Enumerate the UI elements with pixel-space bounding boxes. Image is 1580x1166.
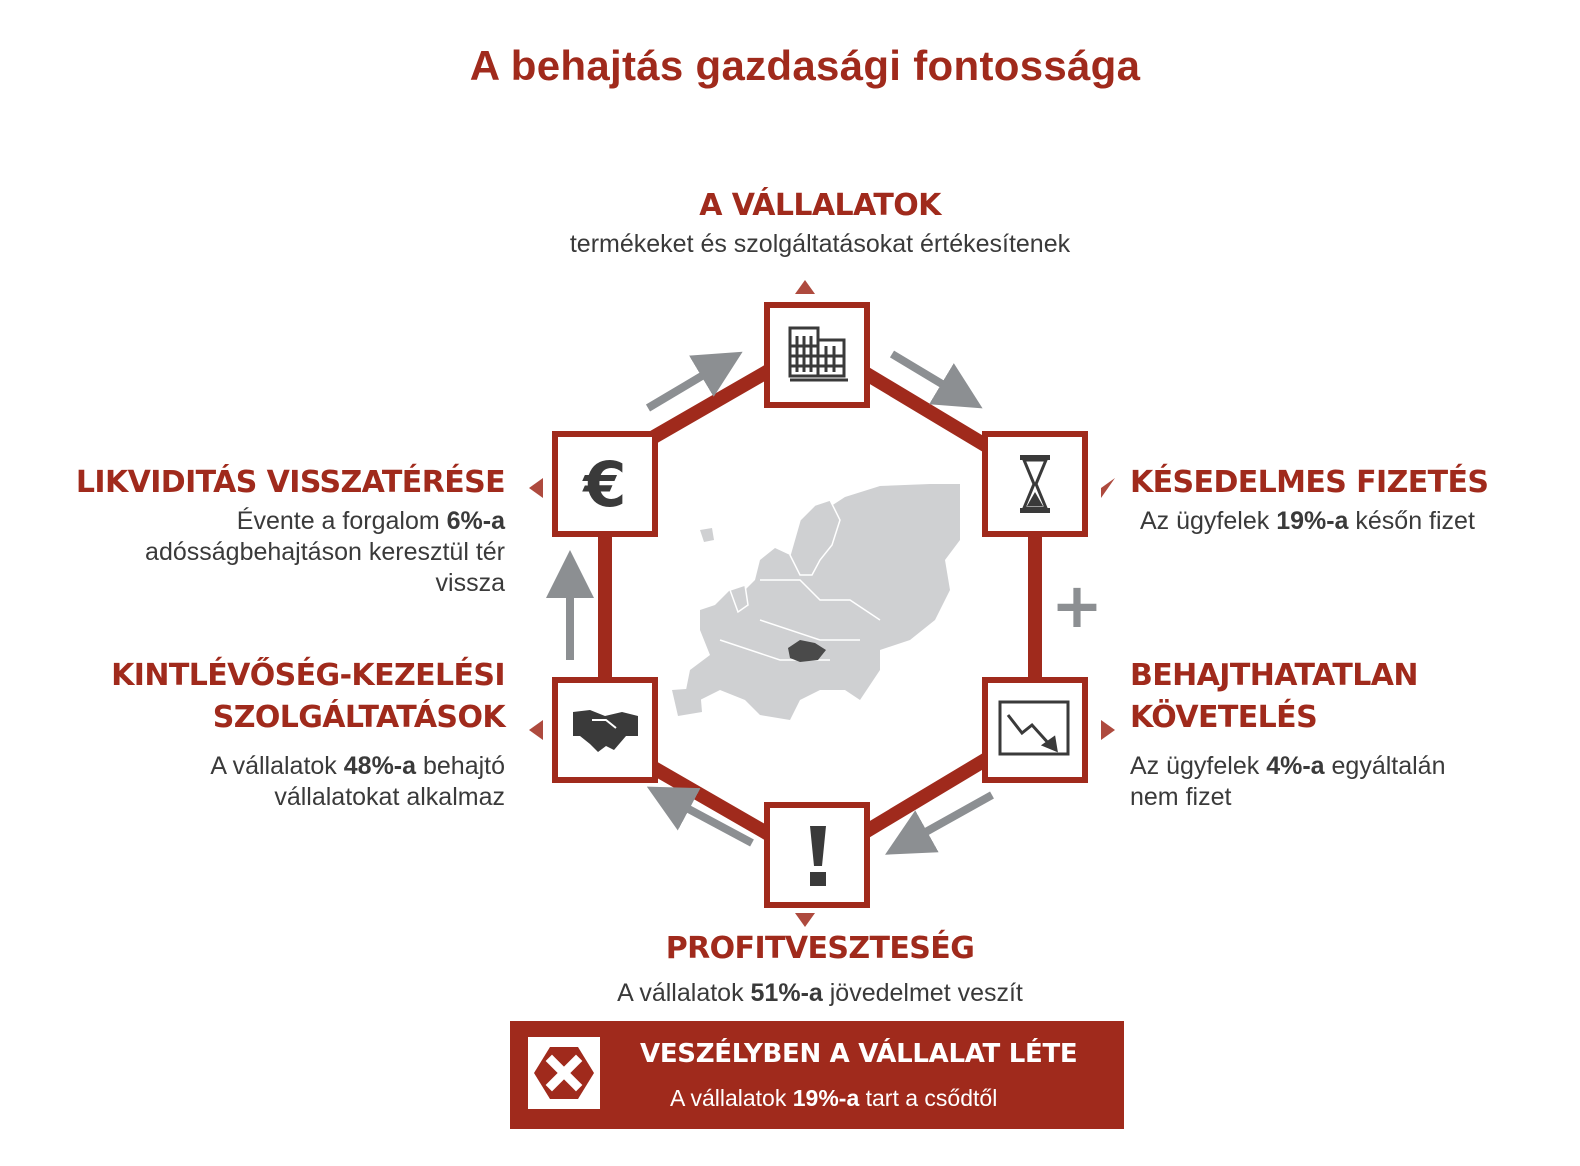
node-bottom-right-label: [1130, 655, 1570, 813]
node-top-left-desc-line2: adósságbehajtáson keresztül tér: [145, 538, 505, 566]
danger-banner: [510, 1021, 1124, 1129]
node-bottom-right-desc-line2: nem fizet: [1130, 783, 1232, 811]
node-box-bottom: [767, 805, 867, 905]
node-box-top-left: [555, 434, 655, 534]
node-top-title: A VÁLLALATOK: [699, 188, 941, 223]
europe-map-icon: [672, 484, 960, 720]
danger-icon-box: [528, 1037, 600, 1109]
node-box-bottom-right: [985, 680, 1085, 780]
node-top-left-desc-line3: vissza: [435, 569, 505, 597]
node-bottom-desc: A vállalatok 51%-a jövedelmet veszít: [617, 979, 1023, 1007]
node-bottom-left-desc-line2: vállalatokat alkalmaz: [274, 783, 505, 811]
node-top-right-title: KÉSEDELMES FIZETÉS: [1130, 465, 1489, 500]
node-bottom-title: PROFITVESZTESÉG: [665, 931, 975, 966]
danger-x-icon: [528, 1037, 600, 1109]
node-top-desc: termékeket és szolgáltatásokat értékesítenek: [569, 230, 1071, 258]
node-top-left-label: [40, 462, 505, 599]
node-bottom-label: [500, 928, 1140, 1009]
banner-desc: A vállalatok 19%-a tart a csődtől: [670, 1085, 998, 1111]
plus-icon: +: [1051, 569, 1103, 642]
node-bottom-right-title-line1: BEHAJTHATATLAN: [1130, 658, 1418, 693]
node-top-right-desc: Az ügyfelek 19%-a későn fizet: [1140, 507, 1475, 535]
pointer-up: [795, 280, 815, 294]
pointer-left-top: [529, 478, 543, 498]
pointer-down: [795, 913, 815, 927]
node-top-right-label: [1130, 462, 1570, 537]
node-bottom-left-label: [40, 655, 505, 813]
node-bottom-right-title-line2: KÖVETELÉS: [1130, 700, 1318, 735]
banner-title: VESZÉLYBEN A VÁLLALAT LÉTE: [640, 1039, 1078, 1069]
node-bottom-left-desc: A vállalatok 48%-a behajtó: [210, 752, 505, 780]
euro-icon: €: [583, 448, 627, 521]
node-top-left-desc: Évente a forgalom 6%-a: [236, 507, 505, 535]
node-bottom-left-title-line2: SZOLGÁLTATÁSOK: [212, 700, 505, 735]
pointer-left-bottom: [529, 720, 543, 740]
node-box-bottom-left: [555, 680, 655, 780]
node-top-left-title: LIKVIDITÁS VISSZATÉRÉSE: [75, 465, 505, 500]
node-box-top-right: [985, 434, 1085, 534]
pointer-right-bottom: [1101, 720, 1115, 740]
pointer-right-top: [1101, 478, 1115, 498]
page-title: A behajtás gazdasági fontossága: [469, 42, 1141, 89]
node-bottom-right-desc: Az ügyfelek 4%-a egyáltalán: [1130, 752, 1446, 780]
node-bottom-left-title-line1: KINTLÉVŐSÉG-KEZELÉSI: [111, 658, 505, 693]
node-box-top: [767, 305, 867, 405]
node-top-label: [500, 185, 1140, 260]
